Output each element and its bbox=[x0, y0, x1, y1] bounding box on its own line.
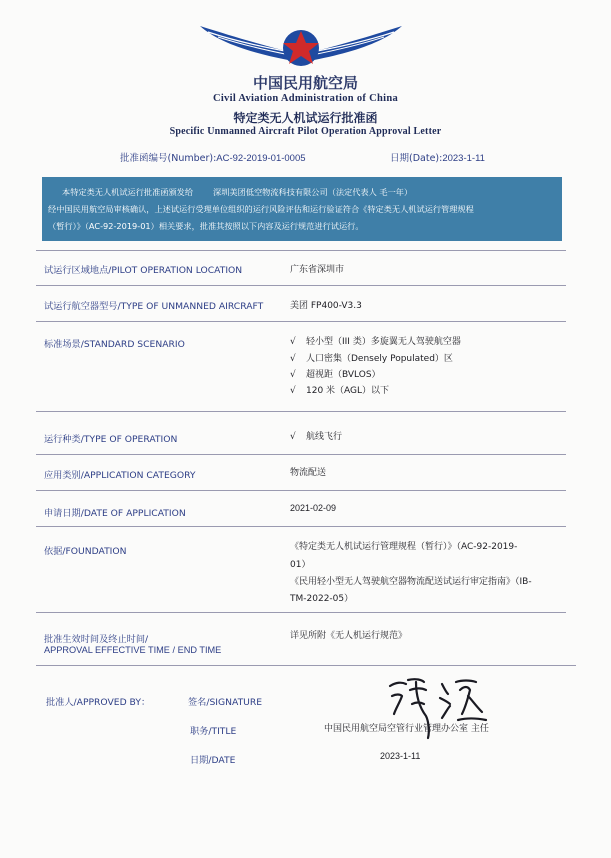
app-date-value: 2021-02-09 bbox=[290, 503, 337, 513]
divider bbox=[36, 250, 566, 251]
header-en-subtitle: Specific Unmanned Aircraft Pilot Operation Approval Letter bbox=[169, 126, 442, 137]
scenario-label: 标准场景/STANDARD SCENARIO bbox=[44, 339, 185, 350]
operation-label: 运行种类/TYPE OF OPERATION bbox=[44, 434, 178, 445]
foundation-line: 01） bbox=[290, 560, 311, 570]
divider bbox=[36, 411, 566, 412]
banner-legal-rep: （法定代表人 毛一年） bbox=[327, 187, 413, 197]
check-mark-icon: √ bbox=[290, 386, 296, 396]
approval-date-value: 2023-1-11 bbox=[380, 751, 421, 761]
approval-number bbox=[120, 150, 306, 164]
issue-date bbox=[390, 150, 485, 164]
divider bbox=[36, 526, 566, 527]
banner-company: 深圳美团低空物流科技有限公司 bbox=[213, 187, 328, 197]
approval-statement-banner bbox=[42, 177, 562, 241]
header-en-title: Civil Aviation Administration of China bbox=[212, 93, 399, 104]
category-label: 应用类别/APPLICATION CATEGORY bbox=[44, 470, 196, 481]
effective-value: 详见所附《无人机运行规范》 bbox=[290, 631, 408, 641]
date-label: 日期/DATE bbox=[190, 755, 236, 766]
number-label: 批准函编号(Number): bbox=[120, 153, 217, 164]
category-value: 物流配送 bbox=[290, 468, 327, 478]
effective-label-en: APPROVAL EFFECTIVE TIME / END TIME bbox=[44, 645, 222, 655]
banner-line-2: 经中国民用航空局审核确认，上述试运行受理单位组织的运行风险评估和运行验证符合《特定类无人机试运行管理规程 bbox=[48, 204, 474, 214]
scenario-item: √ 人口密集（Densely Populated）区 bbox=[290, 354, 453, 364]
operation-value: √ 航线飞行 bbox=[290, 432, 343, 442]
foundation-line: 《特定类无人机试运行管理规程（暂行）》（AC-92-2019- bbox=[290, 542, 518, 552]
caac-emblem-icon bbox=[198, 24, 404, 72]
divider bbox=[36, 454, 566, 455]
title-value: 中国民用航空局空管行业管理办公室 主任 bbox=[324, 724, 489, 734]
scenario-item: √ 轻小型（III 类）多旋翼无人驾驶航空器 bbox=[290, 337, 461, 347]
scenario-item: √ 超视距（BVLOS） bbox=[290, 370, 381, 380]
divider bbox=[36, 321, 566, 322]
divider bbox=[36, 612, 566, 613]
foundation-line: 《民用轻小型无人驾驶航空器物流配送试运行审定指南》（IB- bbox=[290, 577, 532, 587]
check-mark-icon: √ bbox=[290, 354, 296, 364]
check-mark-icon: √ bbox=[290, 432, 296, 442]
check-mark-icon: √ bbox=[290, 370, 296, 380]
signature-label: 签名/SIGNATURE bbox=[188, 697, 263, 708]
date-value: 2023-1-11 bbox=[442, 153, 485, 164]
header-cn-title: 中国民用航空局 bbox=[252, 74, 358, 92]
foundation-line: TM-2022-05） bbox=[290, 594, 354, 604]
divider bbox=[36, 285, 566, 286]
aircraft-label: 试运行航空器型号/TYPE OF UNMANNED AIRCRAFT bbox=[44, 301, 264, 312]
approved-by-label: 批准人/APPROVED BY： bbox=[46, 697, 151, 708]
number-value: AC-92-2019-01-0005 bbox=[216, 153, 306, 164]
header-cn-subtitle: 特定类无人机试运行批准函 bbox=[233, 111, 378, 125]
aircraft-value: 美团 FP400-V3.3 bbox=[290, 301, 362, 311]
divider bbox=[36, 665, 576, 666]
app-date-label: 申请日期/DATE OF APPLICATION bbox=[44, 508, 186, 519]
banner-line-1 bbox=[62, 185, 412, 200]
location-value: 广东省深圳市 bbox=[290, 265, 345, 275]
banner-prefix: 本特定类无人机试运行批准函颁发给 bbox=[62, 187, 194, 197]
scenario-item: √ 120 米（AGL）以下 bbox=[290, 386, 390, 396]
check-mark-icon: √ bbox=[290, 337, 296, 347]
date-label: 日期(Date): bbox=[390, 153, 443, 164]
location-label: 试运行区域地点/PILOT OPERATION LOCATION bbox=[44, 265, 243, 276]
foundation-label: 依据/FOUNDATION bbox=[44, 546, 127, 557]
effective-label-cn: 批准生效时间及终止时间/ bbox=[44, 634, 149, 645]
banner-line-3: （暂行）》（AC-92-2019-01）相关要求，批准其按照以下内容及运行规范进行试运行。 bbox=[48, 221, 364, 231]
title-label: 职务/TITLE bbox=[190, 726, 237, 737]
handwritten-signature-icon bbox=[386, 672, 490, 740]
divider bbox=[36, 490, 566, 491]
